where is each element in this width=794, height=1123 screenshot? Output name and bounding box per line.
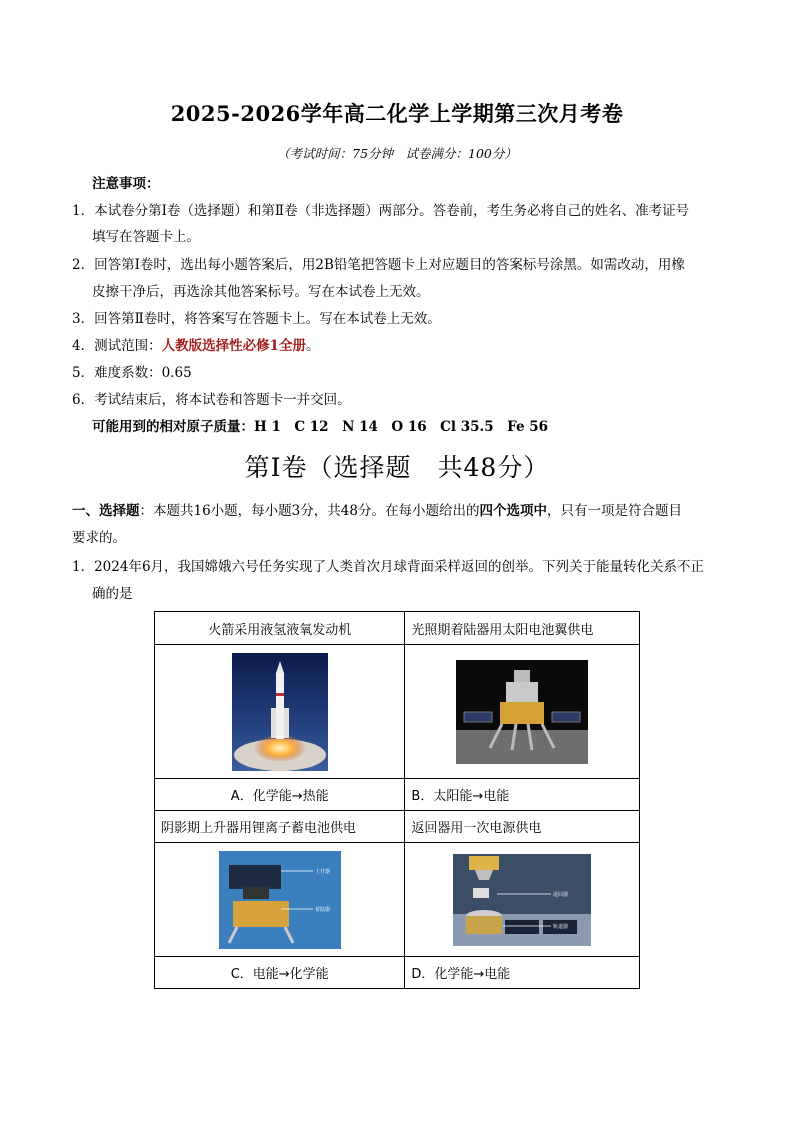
cell-c-image — [155, 843, 405, 957]
notice-item-1-cont: 填写在答题卡上。 — [92, 229, 200, 245]
question-1-options-table — [154, 611, 640, 989]
item-text: 测试范围： — [94, 338, 162, 354]
question-1-stem — [72, 558, 704, 576]
cell-b-option: B．太阳能→电能 — [405, 779, 640, 811]
returner-label: 返回器 — [553, 891, 569, 898]
cell-a-option: A．化学能→热能 — [155, 779, 405, 811]
notice-item-1 — [72, 202, 689, 220]
item-end: 。 — [306, 338, 320, 354]
item-number: 6． — [72, 392, 95, 408]
cell-d-header: 返回器用一次电源供电 — [405, 811, 640, 843]
item-text: 本试卷分第Ⅰ卷（选择题）和第Ⅱ卷（非选择题）两部分。答卷前，考生务必将自己的姓名、准考证号 — [94, 203, 690, 219]
item-text: 考试结束后，将本试卷和答题卡一并交回。 — [94, 392, 351, 408]
cell-d-image — [405, 843, 640, 957]
item-text: 难度系数：0.65 — [94, 365, 192, 381]
lander-label: 着陆器 — [314, 906, 330, 913]
cell-b-header: 光照期着陆器用太阳电池翼供电 — [405, 612, 640, 645]
item-text: 回答第Ⅱ卷时，将答案写在答题卡上。写在本试卷上无效。 — [94, 311, 441, 327]
test-scope: 人教版选择性必修1全册 — [161, 338, 306, 354]
notice-heading: 注意事项： — [92, 176, 160, 192]
cell-d-option: D．化学能→电能 — [405, 957, 640, 989]
section-title: 第Ⅰ卷（选择题 共48分） — [244, 453, 550, 482]
rocket-launch-image — [232, 653, 328, 771]
cell-c-option: C．电能→化学能 — [155, 957, 405, 989]
orbiter-label: 轨道器 — [553, 923, 569, 930]
cell-b-image — [405, 645, 640, 779]
instr-text: ：本题共16小题，每小题3分，共48分。在每小题给出的 — [139, 503, 480, 519]
cell-a-image — [155, 645, 405, 779]
notice-item-2-cont: 皮擦干净后，再选涂其他答案标号。写在本试卷上无效。 — [92, 284, 430, 300]
notice-item-6 — [72, 391, 351, 409]
item-number: 4． — [72, 338, 95, 354]
notice-item-3 — [72, 310, 441, 328]
item-text: 回答第Ⅰ卷时，选出每小题答案后，用2B铅笔把答题卡上对应题目的答案标号涂黑。如需改动，用橡 — [94, 257, 685, 273]
atomic-masses: 可能用到的相对原子质量：H 1 C 12 N 14 O 16 Cl 35.5 Fe 56 — [92, 419, 549, 435]
section-instructions — [72, 502, 682, 520]
notice-item-2 — [72, 256, 685, 274]
question-1-stem-cont: 确的是 — [92, 586, 133, 602]
exam-subtitle: （考试时间：75分钟 试卷满分：100分） — [277, 146, 517, 161]
exam-title: 2025-2026学年高二化学上学期第三次月考卷 — [170, 101, 624, 126]
instr-label: 一、选择题 — [72, 503, 140, 519]
cell-a-header: 火箭采用液氢液氧发动机 — [155, 612, 405, 645]
notice-item-4 — [72, 337, 320, 355]
returner-orbiter-image — [453, 854, 591, 946]
item-number: 5． — [72, 365, 95, 381]
item-number: 1． — [72, 203, 95, 219]
item-number: 2． — [72, 257, 95, 273]
item-number: 3． — [72, 311, 95, 327]
instr-text-end: ，只有一项是符合题目 — [546, 503, 682, 519]
notice-item-5 — [72, 364, 192, 382]
cell-c-header: 阴影期上升器用锂离子蓄电池供电 — [155, 811, 405, 843]
question-number: 1． — [72, 559, 95, 575]
instr-emphasis: 四个选项中 — [479, 503, 547, 519]
section-instructions-cont: 要求的。 — [72, 530, 126, 546]
ascender-lander-image — [219, 851, 341, 949]
lunar-lander-image — [456, 660, 588, 764]
ascender-label: 上升器 — [314, 868, 330, 875]
question-text: 2024年6月，我国嫦娥六号任务实现了人类首次月球背面采样返回的创举。下列关于能量转化关系不正 — [94, 559, 705, 575]
